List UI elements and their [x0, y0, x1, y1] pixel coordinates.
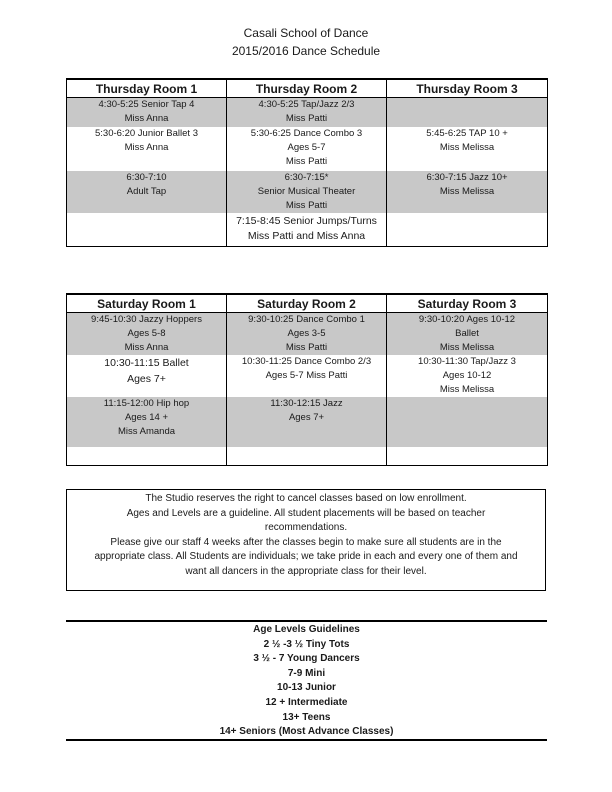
class-line: 10:30-11:30 Tap/Jazz 3: [418, 356, 516, 367]
thursday-room-1-header: Thursday Room 1: [67, 79, 227, 98]
class-line: Miss Melissa: [439, 342, 495, 353]
class-cell: [67, 355, 227, 397]
thursday-header-row: [67, 79, 548, 98]
class-line: Ages 5-8: [127, 328, 166, 339]
notice-line: The Studio reserves the right to cancel classes based on low enrollment.: [145, 493, 467, 504]
class-cell: [67, 127, 227, 171]
thursday-room-2-header: Thursday Room 2: [227, 79, 387, 98]
notice-line: appropriate class. All Students are individuals; we take pride in each and every one of them and: [94, 551, 518, 562]
class-line: Miss Patti: [285, 342, 328, 353]
table-row: [67, 171, 548, 213]
class-line: Miss Melissa: [439, 384, 495, 395]
document-header: [0, 24, 612, 60]
class-line: 10:30-11:25 Dance Combo 2/3: [241, 356, 372, 367]
policy-notice-box: [66, 489, 546, 591]
saturday-room-3-header: Saturday Room 3: [387, 294, 548, 313]
class-cell: [227, 98, 387, 127]
class-line: Ballet: [455, 328, 479, 339]
class-line: 5:30-6:20 Junior Ballet 3: [95, 127, 198, 139]
class-line: Miss Patti and Miss Anna: [247, 230, 366, 242]
table-row: [67, 213, 548, 247]
table-row: [67, 127, 548, 171]
class-line: Miss Anna: [124, 342, 169, 353]
class-line: Ages 7+: [288, 412, 325, 423]
class-line: Senior Musical Theater: [257, 185, 356, 197]
class-line: Ages 3-5: [287, 328, 326, 339]
class-cell: [227, 213, 387, 247]
guideline-item: 3 ½ - 7 Young Dancers: [253, 653, 360, 665]
empty-cell: [227, 447, 387, 465]
class-cell: [227, 171, 387, 213]
class-line: Miss Anna: [124, 141, 169, 153]
class-cell: [67, 171, 227, 213]
guideline-item: 12 + Intermediate: [265, 696, 348, 708]
class-cell: [67, 397, 227, 447]
guideline-item: 13+ Teens: [282, 711, 331, 723]
class-line: 9:30-10:25 Dance Combo 1: [248, 314, 365, 325]
guidelines-bottom-rule: [66, 739, 547, 741]
empty-cell: [67, 447, 227, 465]
guideline-item: 2 ½ -3 ½ Tiny Tots: [263, 638, 350, 650]
empty-cell: [387, 213, 548, 247]
guideline-item: 7-9 Mini: [287, 667, 326, 679]
class-line: 6:30-7:15 Jazz 10+: [426, 171, 508, 183]
class-line: Ages 5-7: [287, 141, 326, 153]
class-line: 6:30-7:10: [126, 171, 167, 183]
class-line: Miss Melissa: [439, 185, 495, 197]
guidelines-title: Age Levels Guidelines: [253, 624, 360, 635]
class-cell: [387, 171, 548, 213]
class-cell: [227, 355, 387, 397]
class-cell: [387, 355, 548, 397]
class-line: Miss Anna: [124, 113, 169, 124]
notice-line: want all dancers in the appropriate class for their level.: [185, 565, 427, 577]
saturday-room-2-header: Saturday Room 2: [227, 294, 387, 313]
age-levels-guidelines: [66, 623, 547, 740]
empty-cell: [387, 98, 548, 127]
class-cell: [227, 127, 387, 171]
guidelines-top-rule: [66, 620, 547, 622]
class-line: Miss Patti: [285, 113, 328, 124]
guideline-item: 14+ Seniors (Most Advance Classes): [219, 726, 394, 738]
class-line: Miss Amanda: [117, 426, 176, 437]
class-cell: [227, 313, 387, 356]
school-name: Casali School of Dance: [243, 26, 369, 40]
saturday-header-row: [67, 294, 548, 313]
class-cell: [67, 313, 227, 356]
class-line: 4:30-5:25 Tap/Jazz 2/3: [258, 99, 355, 110]
thursday-room-3-header: Thursday Room 3: [387, 79, 548, 98]
guideline-item: 10-13 Junior: [277, 682, 336, 694]
class-line: Ages 7+: [127, 372, 166, 385]
class-line: Adult Tap: [126, 185, 167, 197]
class-line: 5:45-6:25 TAP 10 +: [426, 127, 508, 139]
class-line: Miss Melissa: [439, 141, 495, 153]
empty-cell: [67, 213, 227, 247]
table-row: [67, 313, 548, 356]
class-line: 9:30-10:20 Ages 10-12: [418, 314, 516, 325]
class-line: 6:30-7:15*: [284, 171, 329, 183]
table-row: [67, 98, 548, 127]
class-line: 5:30-6:25 Dance Combo 3: [250, 127, 363, 139]
class-line: Ages 14 +: [124, 412, 169, 423]
notice-line: Ages and Levels are a guideline. All student placements will be based on teacher: [126, 507, 486, 519]
class-line: 11:30-12:15 Jazz: [270, 398, 343, 409]
empty-cell: [387, 447, 548, 465]
class-line: 9:45-10:30 Jazzy Hoppers: [91, 314, 202, 325]
table-row: [67, 447, 548, 465]
class-line: Ages 10-12: [442, 370, 492, 381]
schedule-title: 2015/2016 Dance Schedule: [231, 44, 381, 58]
class-cell: [227, 397, 387, 447]
notice-line: Please give our staff 4 weeks after the classes begin to make sure all students are in the: [110, 536, 502, 548]
class-cell: [387, 127, 548, 171]
class-cell: [387, 313, 548, 356]
thursday-schedule-table: [66, 78, 548, 247]
class-line: Ages 5-7 Miss Patti: [265, 370, 348, 381]
notice-line: recommendations.: [264, 522, 348, 533]
saturday-schedule-table: [66, 293, 548, 466]
saturday-room-1-header: Saturday Room 1: [67, 294, 227, 313]
class-line: Miss Patti: [285, 155, 328, 167]
class-line: 11:15-12:00 Hip hop: [103, 398, 190, 409]
empty-cell: [387, 397, 548, 447]
class-cell: [67, 98, 227, 127]
table-row: [67, 397, 548, 447]
class-line: 7:15-8:45 Senior Jumps/Turns: [236, 214, 377, 227]
class-line: 10:30-11:15 Ballet: [104, 357, 189, 369]
class-line: Miss Patti: [285, 199, 328, 211]
table-row: [67, 355, 548, 397]
class-line: 4:30-5:25 Senior Tap 4: [98, 99, 195, 110]
